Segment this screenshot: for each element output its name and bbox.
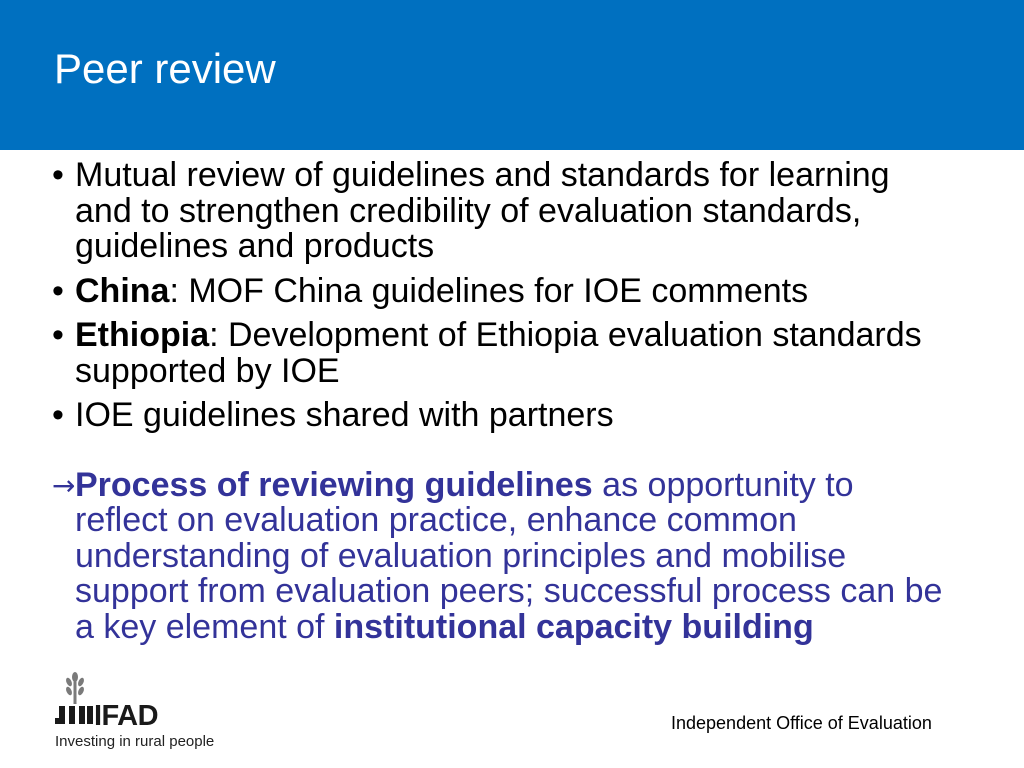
bullet-dot-icon: •: [52, 316, 64, 354]
bullet-keyword: China: [75, 271, 170, 310]
bullet-mutual-review: [52, 158, 952, 265]
logo-tagline: Investing in rural people: [55, 733, 215, 750]
bullet-dot-icon: •: [52, 271, 64, 310]
arrow-right-icon: →: [52, 468, 76, 502]
wheat-emblem-icon: [55, 672, 95, 732]
bullet-text: : Development of Ethiopia evaluation standards supported by IOE: [75, 316, 922, 390]
bullet-dot-icon: •: [52, 396, 64, 434]
slide-title: Peer review: [54, 45, 276, 92]
bullet-keyword: Ethiopia: [75, 316, 210, 354]
ifad-logo: [55, 670, 235, 760]
conclusion-lead: Process of reviewing guidelines: [75, 465, 593, 504]
bullet-text: : MOF China guidelines for IOE comments: [169, 271, 809, 310]
logo-wordmark: IFAD: [94, 700, 159, 732]
bullet-text: Mutual review of guidelines and standards for learning and to strengthen credibility of evaluation standards, guidelines and products: [75, 156, 890, 265]
bullet-text: IOE guidelines shared with partners: [75, 396, 614, 434]
conclusion-emphasis: institutional capacity building: [333, 607, 814, 646]
bullet-ioe-guidelines: [52, 398, 952, 434]
conclusion-point: [52, 465, 952, 646]
slide-body: [52, 158, 952, 679]
bullet-ethiopia: [52, 318, 952, 389]
bullet-dot-icon: •: [52, 156, 64, 194]
bullet-china: [52, 271, 952, 310]
title-banner: [0, 0, 1024, 150]
conclusion-text: as opportunity to reflect on evaluation practice, enhance common understanding of evaluation principles and mobilise support from evaluation peers; successful process can be a key element of: [75, 465, 943, 646]
office-name: Independent Office of Evaluation: [671, 713, 932, 733]
